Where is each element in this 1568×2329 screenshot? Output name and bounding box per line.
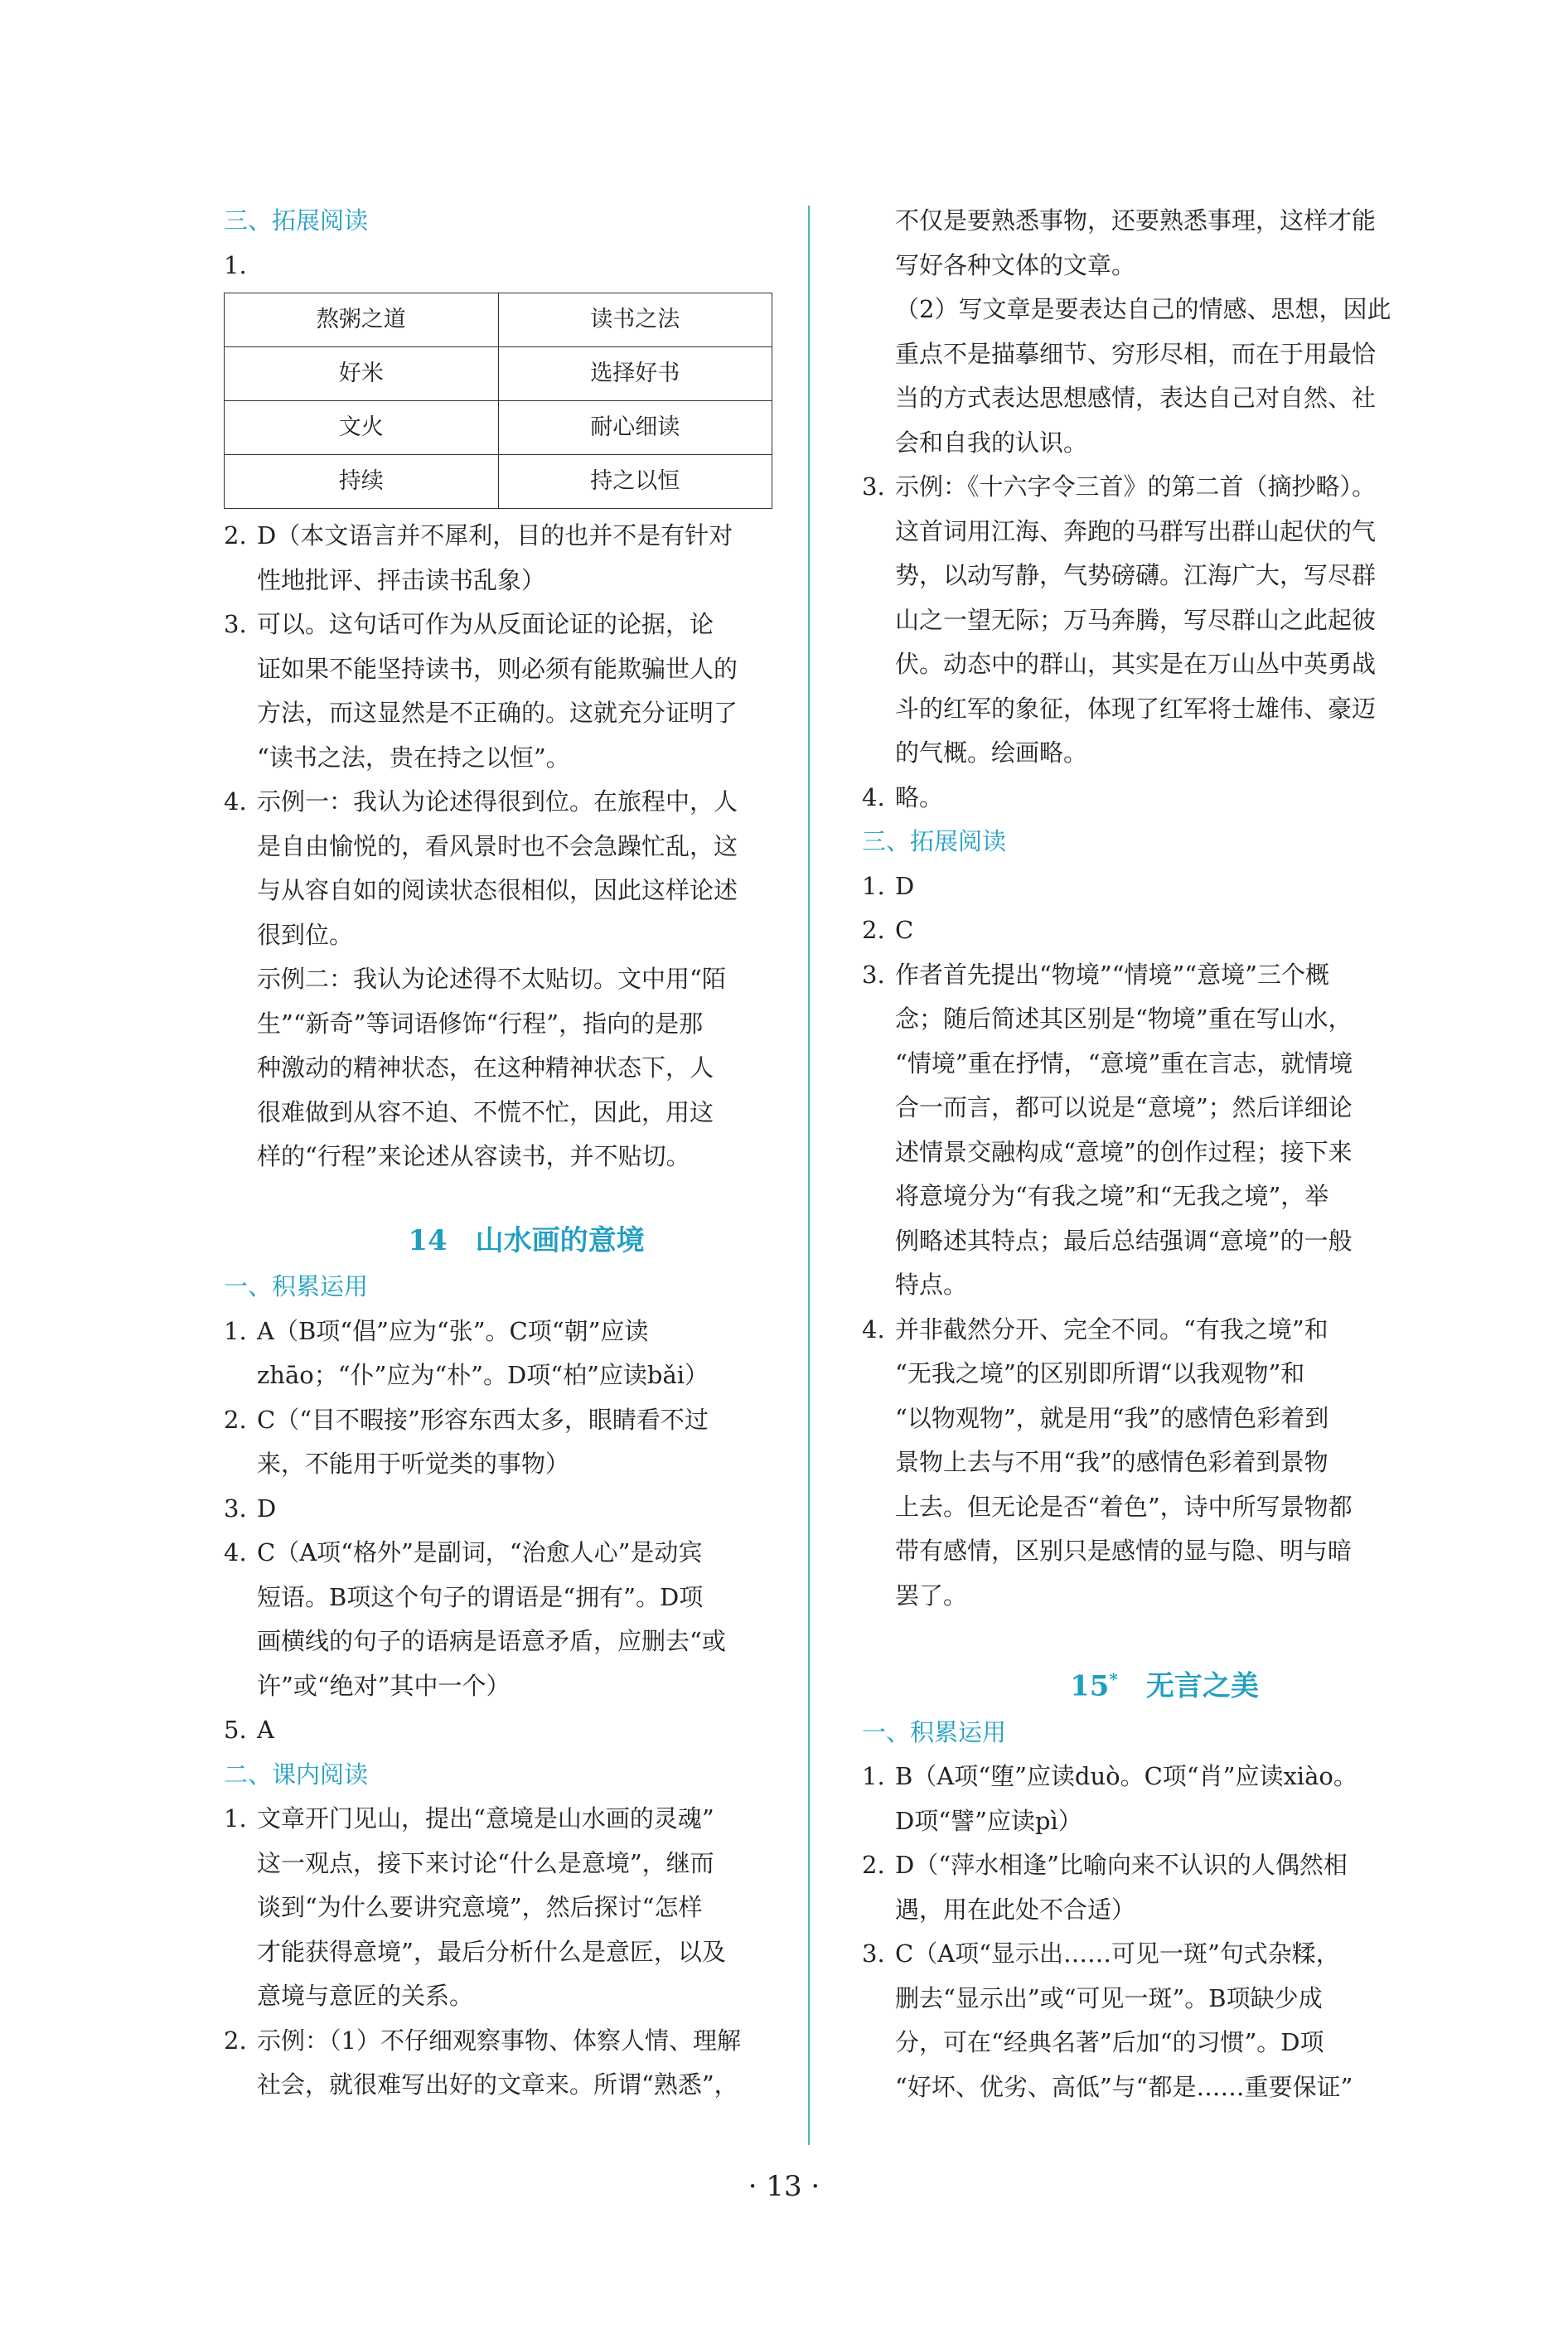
answer-line: 社会，就很难写出好的文章来。所谓“熟悉”， (257, 2070, 738, 2099)
item-number: 2. (862, 916, 885, 944)
answer-line: B（A项“堕”应读duò。C项“肖”应读xiào。 (895, 1762, 1357, 1791)
answer-line: “好坏、优劣、高低”与“都是……重要保证” (895, 2072, 1353, 2101)
answer-line: 示例一：我认为论述得很到位。在旅程中，人 (257, 787, 738, 816)
right-column (862, 199, 1434, 2109)
answer-line: 会和自我的认识。 (895, 428, 1088, 457)
answer-line: 山之一望无际；万马奔腾，写尽群山之此起彼 (895, 605, 1377, 634)
answer-item (224, 603, 796, 780)
answer-line: A (257, 1716, 274, 1744)
section-heading: 一、积累运用 (224, 1272, 369, 1300)
answer-line: 例略述其特点；最后总结强调“意境”的一般 (895, 1226, 1353, 1255)
item-number: 4. (862, 782, 885, 811)
answer-line: D (895, 871, 915, 900)
answer-line: “以物观物”，就是用“我”的感情色彩着到 (895, 1403, 1329, 1432)
answer-line: 意境与意匠的关系。 (257, 1982, 474, 2010)
chapter-title: 14 山水画的意境 (408, 1223, 645, 1257)
item-number: 4. (224, 1538, 247, 1566)
answer-line: D项“譬”应读pì） (895, 1806, 1082, 1835)
answer-item (862, 776, 1434, 821)
item-number: 3. (862, 1939, 885, 1968)
answer-line: C（A项“格外”是副词，“治愈人心”是动宾 (257, 1538, 703, 1566)
table-row (225, 347, 772, 401)
chapter-number: 15 (1070, 1669, 1110, 1703)
answer-item (862, 465, 1434, 776)
answer-line: “读书之法，贵在持之以恒”。 (257, 743, 570, 772)
table-cell: 持之以恒 (498, 455, 772, 509)
answer-line: 很到位。 (257, 920, 354, 949)
answer-line: D（本文语言并不犀利，目的也并不是有针对 (257, 521, 733, 550)
answer-line: 合一而言，都可以说是“意境”；然后详细论 (895, 1093, 1353, 1121)
table-cell: 耐心细读 (498, 401, 772, 455)
answer-line: C（A项“显示出……可见一斑”句式杂糅， (895, 1939, 1340, 1968)
answer-item (862, 953, 1434, 1308)
item-number: 5. (224, 1716, 247, 1744)
answer-line: 的气概。绘画略。 (895, 738, 1088, 767)
answer-line: zhāo；“仆”应为“朴”。D项“柏”应读bǎi） (257, 1361, 709, 1389)
answer-line: D（“萍水相逢”比喻向来不认识的人偶然相 (895, 1851, 1348, 1880)
answer-item (862, 1755, 1434, 1843)
section-heading: 二、课内阅读 (224, 1760, 369, 1789)
answer-item (224, 1797, 796, 2019)
answer-line: 短语。B项这个句子的谓语是“拥有”。D项 (257, 1582, 704, 1611)
answer-line: 示例：（1）不仔细观察事物、体察人情、理解 (257, 2026, 741, 2055)
answer-line: 作者首先提出“物境”“情境”“意境”三个概 (895, 960, 1329, 989)
answer-line: 删去“显示出”或“可见一斑”。B项缺少成 (895, 1983, 1323, 2012)
item-number: 1. (862, 1762, 885, 1791)
column-divider (808, 206, 810, 2145)
answer-line: 样的“行程”来论述从容读书，并不贴切。 (257, 1142, 690, 1170)
item-number: 4. (862, 1315, 885, 1344)
answer-line: 才能获得意境”，最后分析什么是意匠，以及 (257, 1937, 726, 1966)
answer-line: 分，可在“经典名著”后加“的习惯”。D项 (895, 2028, 1324, 2057)
section-heading: 一、积累运用 (862, 1717, 1007, 1746)
answer-line: 景物上去与不用“我”的感情色彩着到景物 (895, 1448, 1328, 1476)
answer-line: D (257, 1494, 277, 1523)
answer-line: 是自由愉悦的，看风景时也不会急躁忙乱，这 (257, 831, 738, 860)
item-number: 4. (224, 787, 247, 816)
answer-line: 来，不能用于听觉类的事物） (257, 1450, 570, 1478)
answer-line: 证如果不能坚持读书，则必须有能欺骗世人的 (257, 654, 738, 683)
item-number: 2. (224, 521, 247, 550)
answer-line: （2）写文章是要表达自己的情感、思想，因此 (895, 295, 1391, 323)
answer-item (224, 514, 796, 603)
answer-line: 并非截然分开、完全不同。“有我之境”和 (895, 1315, 1328, 1344)
answer-line: 述情景交融构成“意境”的创作过程；接下来 (895, 1137, 1353, 1166)
answer-line: 与从容自如的阅读状态很相似，因此这样论述 (257, 876, 738, 904)
answer-line: “情境”重在抒情，“意境”重在言志，就情境 (895, 1048, 1353, 1077)
answer-item (224, 1310, 796, 1398)
answer-line: 略。 (895, 782, 944, 811)
answer-line: 文章开门见山，提出“意境是山水画的灵魂” (257, 1804, 714, 1833)
answer-line: “无我之境”的区别即所谓“以我观物”和 (895, 1359, 1305, 1387)
section-heading: 三、拓展阅读 (862, 827, 1007, 855)
answer-line: 特点。 (895, 1271, 968, 1299)
answer-line: 画横线的句子的语病是语意矛盾，应删去“或 (257, 1627, 726, 1655)
answer-line: 遇，用在此处不合适） (895, 1895, 1136, 1924)
answer-item (862, 1932, 1434, 2109)
answer-item (862, 908, 1434, 953)
answer-item (862, 1843, 1434, 1932)
answer-line: C (895, 916, 914, 944)
table-cell: 持续 (225, 455, 499, 509)
item-number: 2. (862, 1851, 885, 1880)
table-header: 熬粥之道 (225, 293, 499, 347)
answer-item (224, 1487, 796, 1532)
answer-item (224, 780, 796, 1179)
answer-line: 不仅是要熟悉事物，还要熟悉事理，这样才能 (895, 206, 1377, 235)
answer-item (224, 1708, 796, 1753)
item-number: 3. (862, 960, 885, 989)
continued-text (862, 199, 1434, 465)
answer-item (862, 1308, 1434, 1619)
answer-line: 上去。但无论是否“着色”，诗中所写景物都 (895, 1492, 1353, 1521)
answer-line: 方法，而这显然是不正确的。这就充分证明了 (257, 699, 738, 727)
answer-line: 势，以动写静，气势磅礴。江海广大，写尽群 (895, 561, 1377, 589)
item-number: 3. (224, 1494, 247, 1523)
table-header-row (225, 293, 772, 347)
answer-line: 将意境分为“有我之境”和“无我之境”，举 (895, 1182, 1329, 1210)
answer-line: 念；随后简述其区别是“物境”重在写山水， (895, 1005, 1353, 1033)
item-number: 1. (224, 1316, 247, 1345)
answer-line: 重点不是描摹细节、穷形尽相，而在于用最恰 (895, 339, 1377, 368)
answer-line: 伏。动态中的群山，其实是在万山丛中英勇战 (895, 650, 1377, 678)
answer-line: 罢了。 (895, 1581, 968, 1610)
table-row (225, 455, 772, 509)
item-number: 1. (862, 871, 885, 900)
elective-mark: * (1109, 1669, 1118, 1689)
answer-line: 示例二：我认为论述得不太贴切。文中用“陌 (257, 965, 726, 993)
item-number: 1. (224, 1804, 247, 1833)
answer-line: A（B项“倡”应为“张”。C项“朝”应读 (257, 1316, 649, 1345)
page-number: · 13 · (748, 2170, 820, 2203)
answer-line: 当的方式表达思想感情，表达自己对自然、社 (895, 384, 1377, 412)
item-number: 2. (224, 2026, 247, 2055)
answer-line: 谈到“为什么要讲究意境”，然后探讨“怎样 (257, 1893, 703, 1921)
answer-line: 写好各种文体的文章。 (895, 250, 1136, 279)
answer-item (862, 864, 1434, 909)
left-column (224, 199, 796, 2108)
table-cell: 选择好书 (498, 347, 772, 401)
comparison-table (224, 293, 772, 509)
answer-line: 斗的红军的象征，体现了红军将士雄伟、豪迈 (895, 694, 1377, 723)
table-cell: 文火 (225, 401, 499, 455)
answer-line: 可以。这句话可作为从反面论证的论据，论 (257, 610, 714, 638)
item-number: 2. (224, 1405, 247, 1434)
table-header: 读书之法 (498, 293, 772, 347)
answer-line: 种激动的精神状态，在这种精神状态下，人 (257, 1053, 714, 1082)
answer-line: 很难做到从容不迫、不慌不忙，因此，用这 (257, 1097, 714, 1126)
answer-line: 示例：《十六字令三首》的第二首（摘抄略）。 (895, 472, 1377, 501)
section-heading: 三、拓展阅读 (224, 206, 369, 235)
answer-item (224, 2019, 796, 2108)
answer-line: 生”“新奇”等词语修饰“行程”，指向的是那 (257, 1009, 704, 1038)
answer-item (224, 1398, 796, 1487)
item-number: 3. (862, 472, 885, 501)
answer-item (224, 1531, 796, 1708)
answer-line: 性地批评、抨击读书乱象） (257, 565, 546, 594)
answer-line: 带有感情，区别只是感情的显与隐、明与暗 (895, 1537, 1353, 1565)
table-cell: 好米 (225, 347, 499, 401)
answer-line: 许”或“绝对”其中一个） (257, 1671, 511, 1700)
answer-line: 这首词用江海、奔跑的马群写出群山起伏的气 (895, 516, 1377, 545)
answer-line: 这一观点，接下来讨论“什么是意境”，继而 (257, 1848, 714, 1877)
question-number: 1. (224, 250, 247, 279)
item-number: 3. (224, 610, 247, 638)
answer-line: C（“目不暇接”形容东西太多，眼睛看不过 (257, 1405, 709, 1434)
chapter-name: 无言之美 (1117, 1669, 1259, 1703)
chapter-title (862, 1658, 1434, 1709)
table-row (225, 401, 772, 455)
